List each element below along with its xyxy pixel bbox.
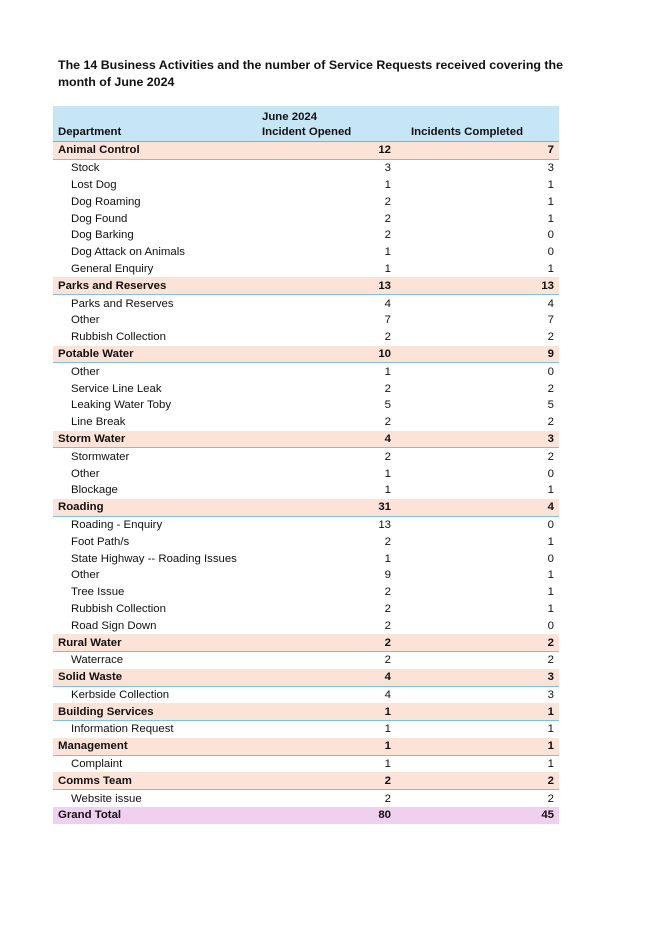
activity-completed: 1: [547, 178, 554, 191]
activity-completed: 1: [547, 262, 554, 275]
activity-name: Waterrace: [71, 654, 124, 667]
activity-name: Stormwater: [71, 450, 130, 463]
category-row: [53, 772, 559, 789]
category-opened: 31: [249, 499, 400, 516]
table-row: [53, 261, 559, 278]
table-row: [53, 482, 559, 499]
report-title: The 14 Business Activities and the number of Service Requests received covering the month of June 2024: [58, 58, 563, 89]
activity-completed: 5: [547, 399, 554, 412]
table-row: [53, 397, 559, 414]
header-row-columns: [53, 123, 559, 142]
table-row: [53, 755, 559, 772]
table-row: [53, 686, 559, 703]
category-row: [53, 142, 559, 160]
header-incidents-completed: Incidents Completed: [400, 123, 559, 142]
activity-completed: 0: [547, 552, 554, 565]
category-name: Parks and Reserves: [53, 277, 249, 294]
activity-name: Other: [71, 365, 100, 378]
category-row: [53, 346, 559, 363]
category-row: [53, 738, 559, 755]
category-opened: 2: [249, 772, 400, 789]
activity-opened: 1: [384, 467, 391, 480]
category-row: [53, 431, 559, 448]
category-row: [53, 634, 559, 651]
activity-completed: 0: [547, 467, 554, 480]
category-name: Animal Control: [53, 142, 249, 160]
activity-opened: 1: [384, 365, 391, 378]
table-header: [53, 106, 559, 142]
activity-opened: 9: [384, 569, 391, 582]
activity-name: Dog Found: [71, 212, 128, 225]
activity-name: Other: [71, 314, 100, 327]
activity-opened: 2: [384, 416, 391, 429]
activity-name: General Enquiry: [71, 262, 154, 275]
activity-name: Rubbish Collection: [71, 602, 166, 615]
activity-completed: 0: [547, 246, 554, 259]
activity-name: Kerbside Collection: [71, 688, 170, 701]
activity-opened: 2: [384, 229, 391, 242]
activity-name: Parks and Reserves: [71, 297, 174, 310]
activity-completed: 2: [547, 416, 554, 429]
activity-completed: 3: [547, 688, 554, 701]
category-completed: 3: [400, 431, 559, 448]
activity-opened: 1: [384, 758, 391, 771]
category-completed: 4: [400, 499, 559, 516]
activity-completed: 1: [547, 212, 554, 225]
category-completed: 13: [400, 277, 559, 294]
activity-name: Dog Barking: [71, 229, 134, 242]
activity-name: Tree Issue: [71, 586, 125, 599]
category-opened: 2: [249, 634, 400, 651]
activity-opened: 2: [384, 195, 391, 208]
header-blank-cell: [53, 106, 249, 123]
activity-completed: 0: [547, 365, 554, 378]
category-opened: 4: [249, 431, 400, 448]
table-row: [53, 721, 559, 738]
table-row: [53, 790, 559, 807]
table-row: [53, 601, 559, 618]
activity-completed: 2: [547, 654, 554, 667]
category-name: Roading: [53, 499, 249, 516]
activity-name: Leaking Water Toby: [71, 399, 172, 412]
activity-completed: 1: [547, 195, 554, 208]
activity-name: Roading - Enquiry: [71, 518, 163, 531]
activity-name: Stock: [71, 162, 100, 175]
activity-name: Foot Path/s: [71, 535, 130, 548]
category-opened: 13: [249, 277, 400, 294]
activity-completed: 2: [547, 450, 554, 463]
activity-completed: 0: [547, 619, 554, 632]
activity-opened: 2: [384, 450, 391, 463]
table-row: [53, 312, 559, 329]
category-completed: 3: [400, 669, 559, 686]
activity-opened: 1: [384, 484, 391, 497]
activity-opened: 4: [384, 688, 391, 701]
header-row-period: [53, 106, 559, 123]
activity-opened: 1: [384, 723, 391, 736]
activity-completed: 1: [547, 586, 554, 599]
table-row: [53, 363, 559, 380]
activity-opened: 4: [384, 297, 391, 310]
activity-opened: 2: [384, 602, 391, 615]
activity-completed: 0: [547, 518, 554, 531]
category-completed: 1: [400, 703, 559, 720]
activity-name: Blockage: [71, 484, 118, 497]
activity-completed: 1: [547, 758, 554, 771]
activity-opened: 3: [384, 162, 391, 175]
category-name: Management: [53, 738, 249, 755]
table-row: [53, 227, 559, 244]
table-row: [53, 465, 559, 482]
activity-opened: 1: [384, 262, 391, 275]
service-requests-table: [53, 106, 559, 824]
activity-completed: 1: [547, 723, 554, 736]
category-opened: 1: [249, 703, 400, 720]
category-opened: 4: [249, 669, 400, 686]
table-row: [53, 584, 559, 601]
table-row: [53, 193, 559, 210]
table-row: [53, 567, 559, 584]
category-completed: 1: [400, 738, 559, 755]
table-row: [53, 244, 559, 261]
table-row: [53, 380, 559, 397]
activity-name: Service Line Leak: [71, 382, 162, 395]
category-row: [53, 669, 559, 686]
activity-opened: 2: [384, 654, 391, 667]
table-row: [53, 210, 559, 227]
activity-name: Complaint: [71, 758, 123, 771]
table-row: [53, 550, 559, 567]
category-name: Comms Team: [53, 772, 249, 789]
activity-opened: 1: [384, 246, 391, 259]
table-row: [53, 414, 559, 431]
grand-total-row: [53, 807, 559, 824]
activity-completed: 2: [547, 331, 554, 344]
activity-opened: 1: [384, 178, 391, 191]
category-completed: 7: [400, 142, 559, 160]
activity-name: Rubbish Collection: [71, 331, 166, 344]
category-completed: 2: [400, 634, 559, 651]
activity-completed: 4: [547, 297, 554, 310]
table-row: [53, 617, 559, 634]
category-completed: 2: [400, 772, 559, 789]
activity-opened: 2: [384, 619, 391, 632]
table-row: [53, 448, 559, 465]
activity-name: Website issue: [71, 792, 142, 805]
activity-name: Other: [71, 569, 100, 582]
header-blank-cell: [400, 106, 559, 123]
activity-completed: 2: [547, 792, 554, 805]
activity-opened: 5: [384, 399, 391, 412]
header-incident-opened: Incident Opened: [249, 123, 400, 142]
grand-total-completed: 45: [400, 807, 559, 824]
category-name: Solid Waste: [53, 669, 249, 686]
activity-completed: 2: [547, 382, 554, 395]
header-department: Department: [53, 123, 249, 142]
category-name: Building Services: [53, 703, 249, 720]
activity-opened: 13: [378, 518, 391, 531]
activity-name: Line Break: [71, 416, 126, 429]
activity-completed: 1: [547, 602, 554, 615]
table-footer: [53, 807, 559, 824]
category-row: [53, 277, 559, 294]
activity-name: Road Sign Down: [71, 619, 157, 632]
table-row: [53, 295, 559, 312]
category-name: Potable Water: [53, 346, 249, 363]
activity-opened: 2: [384, 586, 391, 599]
activity-name: Dog Roaming: [71, 195, 141, 208]
table-row: [53, 533, 559, 550]
activity-opened: 2: [384, 382, 391, 395]
category-name: Rural Water: [53, 634, 249, 651]
activity-completed: 7: [547, 314, 554, 327]
activity-completed: 1: [547, 535, 554, 548]
category-completed: 9: [400, 346, 559, 363]
category-opened: 12: [249, 142, 400, 160]
activity-name: Dog Attack on Animals: [71, 246, 185, 259]
activity-completed: 1: [547, 484, 554, 497]
table-row: [53, 516, 559, 533]
activity-name: Information Request: [71, 723, 174, 736]
table-row: [53, 159, 559, 176]
table-row: [53, 177, 559, 194]
activity-opened: 2: [384, 331, 391, 344]
table-row: [53, 329, 559, 346]
category-row: [53, 703, 559, 720]
category-opened: 10: [249, 346, 400, 363]
activity-opened: 2: [384, 792, 391, 805]
activity-completed: 3: [547, 162, 554, 175]
activity-opened: 1: [384, 552, 391, 565]
table-row: [53, 651, 559, 668]
category-opened: 1: [249, 738, 400, 755]
activity-opened: 7: [384, 314, 391, 327]
activity-completed: 1: [547, 569, 554, 582]
category-name: Storm Water: [53, 431, 249, 448]
activity-completed: 0: [547, 229, 554, 242]
activity-name: Other: [71, 467, 100, 480]
grand-total-opened: 80: [249, 807, 400, 824]
activity-name: State Highway -- Roading Issues: [71, 552, 237, 565]
grand-total-label: Grand Total: [53, 807, 249, 824]
table-body: [53, 142, 559, 808]
activity-opened: 2: [384, 535, 391, 548]
header-period: June 2024: [249, 106, 400, 123]
activity-name: Lost Dog: [71, 178, 117, 191]
activity-opened: 2: [384, 212, 391, 225]
category-row: [53, 499, 559, 516]
